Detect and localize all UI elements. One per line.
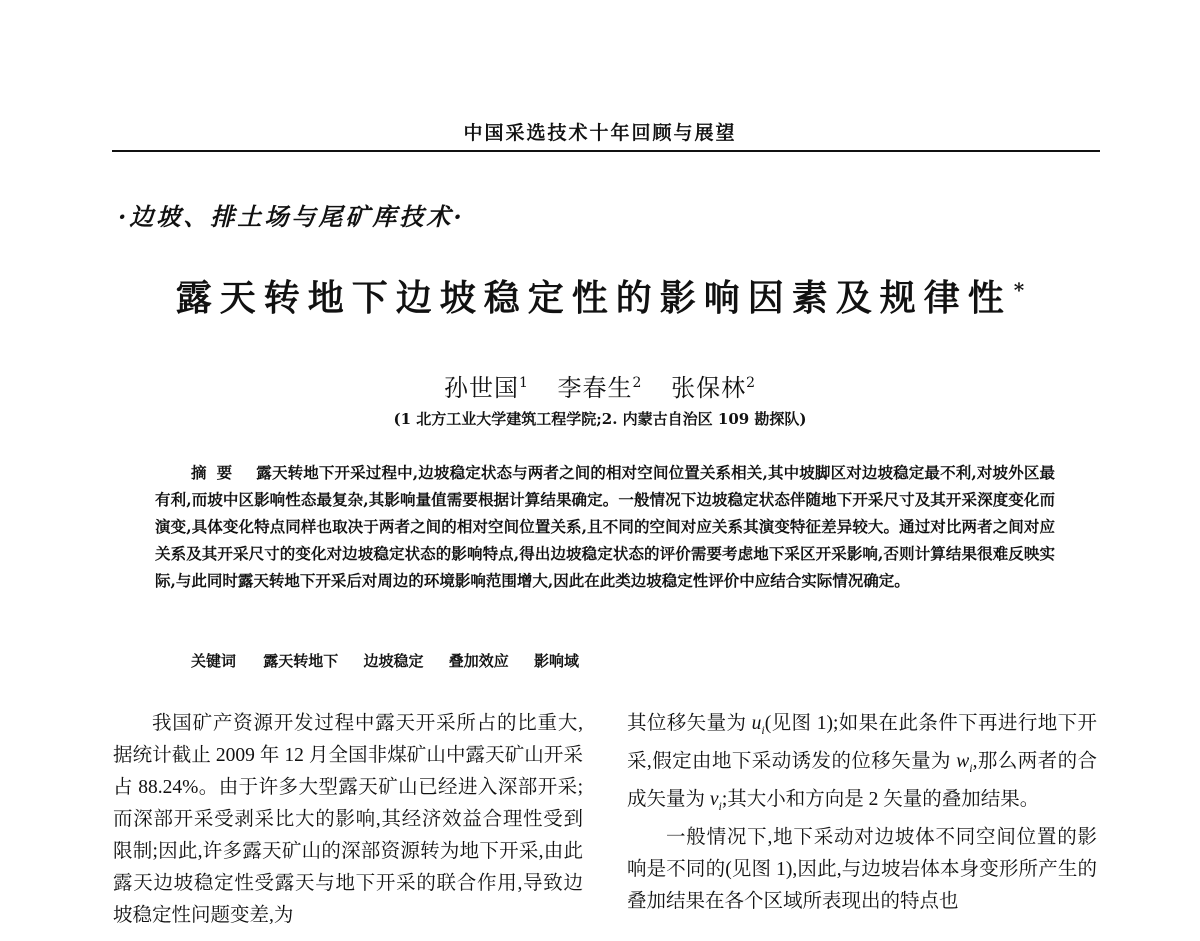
- author-affil-mark: 1: [518, 375, 529, 391]
- vector-w: [956, 750, 973, 775]
- title-footnote-mark: *: [1013, 278, 1025, 302]
- author-list: [0, 368, 1200, 403]
- text-run: ,那么两者的合成矢量为: [627, 750, 1097, 810]
- body-paragraph: 一般情况下,地下采动对边坡体不同空间位置的影响是不同的(见图 1),因此,与边坡岩体本身变形所产生的叠加结果在各个区域所表现出的特点也: [627, 826, 1097, 912]
- author-affil-mark: 2: [746, 375, 757, 391]
- subscript: i: [969, 760, 973, 775]
- keywords-label: 关键词: [191, 652, 237, 670]
- abstract-label: 摘要: [191, 463, 243, 482]
- symbol: u: [751, 713, 762, 734]
- keyword: 影响域: [534, 652, 580, 670]
- keyword: 露天转地下: [263, 652, 339, 670]
- symbol: v: [709, 788, 719, 810]
- author: [558, 374, 643, 402]
- paper-title: [0, 270, 1200, 321]
- header-rule: [112, 150, 1100, 152]
- body-paragraph: [627, 708, 1097, 822]
- body-column-left: [113, 708, 583, 932]
- section-heading: ·边坡、排土场与尾矿库技术·: [118, 202, 465, 231]
- title-text: 露天转地下边坡稳定性的影响因素及规律性: [175, 277, 1012, 319]
- body-paragraph: 我国矿产资源开发过程中露天开采所占的比重大,据统计截止 2009 年 12 月全国非煤矿山中露天矿山开采占 88.24%。由于许多大型露天矿山已经进入深部开采;而深部开采受剥采比大的影响,其经济效益合理性受到限制;因此,许多露天矿山的深部资源转为地下开采,由此露天边坡稳定性受露天与地下开采的联合作用,导致边坡稳定性问题变差,为: [113, 713, 583, 926]
- author: [444, 374, 529, 402]
- text-run: (见图 1);如果在此条件下再进行地下开采,假定由地下采动诱发的位移矢量为: [627, 713, 1097, 772]
- subscript: i: [718, 798, 722, 813]
- author-name: 孙世国: [443, 374, 519, 402]
- running-head: 中国采选技术十年回顾与展望: [463, 122, 737, 144]
- author-affil-mark: 2: [632, 375, 643, 391]
- abstract-text: 露天转地下开采过程中,边坡稳定状态与两者之间的相对空间位置关系相关,其中坡脚区对边坡稳定最不利,对坡外区最有利,而坡中区影响性态最复杂,其影响量值需要根据计算结果确定。一般情况下边坡稳定状态伴随地下开采尺寸及其开采深度变化而演变,具体变化特点同样也取决于两者之间的相对空间位置关系,且不同的空间对应关系其演变特征差异较大。通过对比两者之间对应关系及其开采尺寸的变化对边坡稳定状态的影响特点,得出边坡稳定状态的评价需要考虑地下采区开采影响,否则计算结果很难反映实际,与此同时露天转地下开采后对周边的环境影响范围增大,因此在此类边坡稳定性评价中应结合实际情况确定。: [155, 463, 1055, 590]
- keywords: [191, 650, 599, 671]
- keyword: 边坡稳定: [363, 652, 424, 670]
- subscript: i: [761, 722, 765, 737]
- keyword: 叠加效应: [448, 652, 509, 670]
- vector-u: [751, 713, 765, 737]
- vector-v: [709, 788, 722, 813]
- symbol: w: [956, 750, 970, 772]
- body-column-right: [627, 708, 1097, 918]
- author-name: 张保林: [671, 374, 747, 402]
- text-run: ;其大小和方向是 2 矢量的叠加结果。: [721, 788, 1040, 810]
- affiliation: (1 北方工业大学建筑工程学院;2. 内蒙古自治区 109 勘探队): [393, 410, 807, 428]
- text-run: 其位移矢量为: [627, 713, 752, 734]
- abstract: [155, 459, 1055, 594]
- author: [671, 374, 756, 402]
- author-name: 李春生: [557, 374, 633, 402]
